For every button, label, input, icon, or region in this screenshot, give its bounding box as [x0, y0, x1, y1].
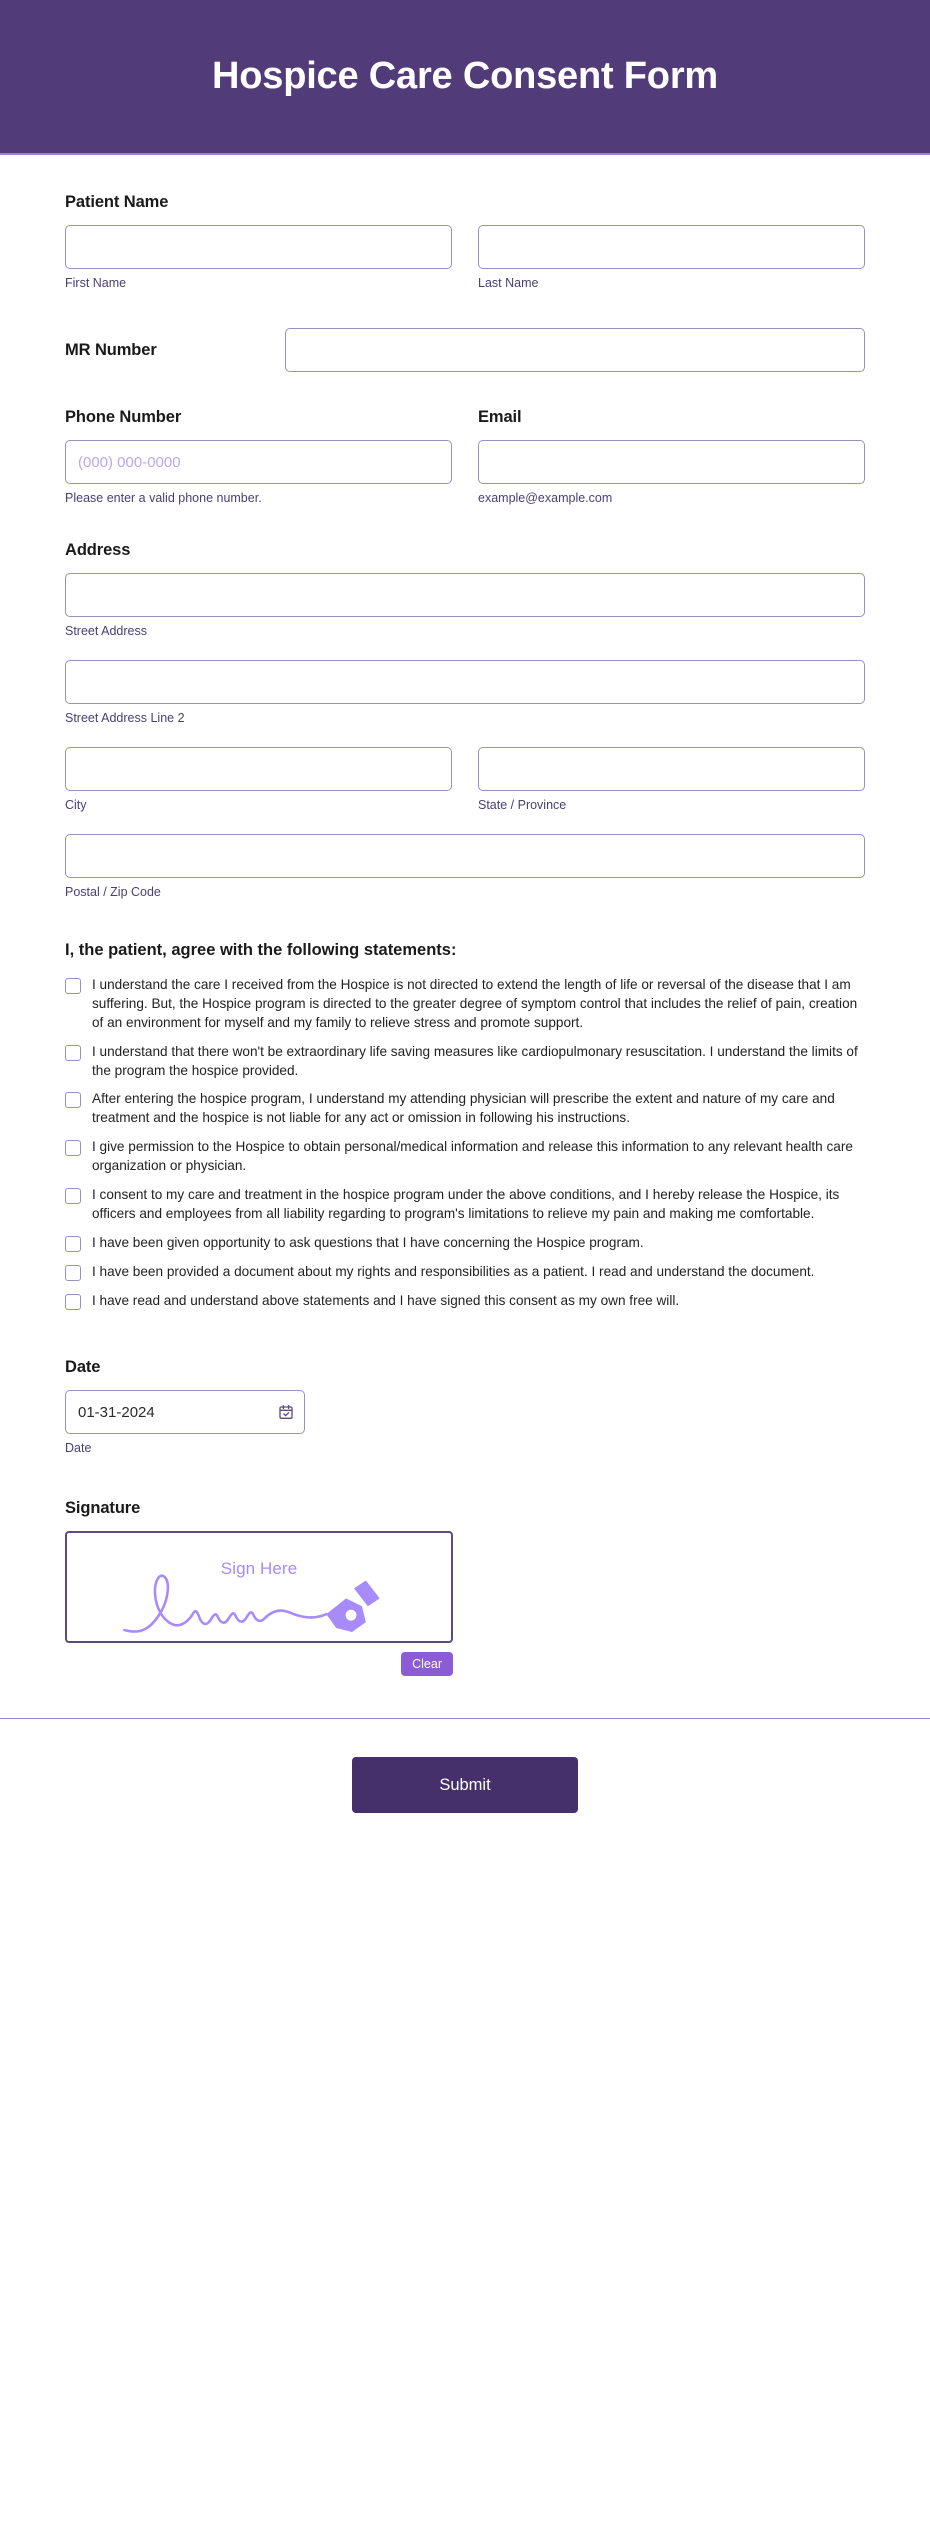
statement-item[interactable] [65, 1043, 865, 1081]
email-label: Email [478, 408, 522, 426]
statement-text-5: I consent to my care and treatment in the hospice program under the above conditions, and I hereby release the Hospice, its officers and employees from all liability regarding to program's limitations to relieve my pain and making me comfortable. [92, 1187, 840, 1221]
city-input[interactable] [65, 747, 452, 791]
state-sublabel: State / Province [478, 798, 567, 812]
statement-checkbox-3[interactable] [65, 1092, 81, 1108]
first-name-group [65, 225, 452, 290]
form-header [0, 0, 930, 155]
statement-checkbox-7[interactable] [65, 1265, 81, 1281]
statement-text-8: I have read and understand above statements and I have signed this consent as my own free will. [92, 1292, 680, 1308]
clear-signature-button[interactable]: Clear [401, 1652, 453, 1676]
mr-number-label: MR Number [65, 340, 157, 359]
statement-item[interactable] [65, 1138, 865, 1176]
statement-text-4: I give permission to the Hospice to obtain personal/medical information and release this information to any relevant health care organization or physician. [92, 1139, 853, 1174]
first-name-sublabel: First Name [65, 276, 127, 290]
date-input-wrapper [65, 1390, 305, 1434]
date-label: Date [65, 1358, 101, 1377]
statements-heading: I, the patient, agree with the following statements: [65, 941, 457, 959]
last-name-input[interactable] [478, 225, 865, 269]
last-name-group [478, 225, 865, 290]
signature-placeholder-graphic [67, 1533, 451, 1643]
field-patient-name [65, 193, 865, 290]
form-footer [0, 1719, 930, 1871]
statement-text-7: I have been provided a document about my rights and responsibilities as a patient. I read and understand the document. [92, 1263, 815, 1279]
state-group [478, 747, 865, 812]
date-sublabel: Date [65, 1441, 92, 1456]
patient-name-label: Patient Name [65, 193, 169, 211]
last-name-sublabel: Last Name [478, 276, 539, 290]
phone-input[interactable] [65, 440, 452, 484]
field-signature [65, 1499, 865, 1676]
field-date [65, 1358, 865, 1455]
submit-button[interactable]: Submit [352, 1757, 578, 1813]
street-address-sublabel: Street Address [65, 624, 147, 638]
date-input[interactable] [65, 1390, 305, 1434]
email-group [478, 408, 865, 505]
field-phone-email [65, 408, 865, 505]
statement-item[interactable] [65, 1186, 865, 1224]
form-body [0, 155, 930, 1676]
statement-text-3: After entering the hospice program, I understand my attending physician will prescribe the extent and nature of my care and treatment and the hospice is not liable for any act or omission in following his instructions. [92, 1091, 835, 1126]
statement-checkbox-8[interactable] [65, 1294, 81, 1310]
city-sublabel: City [65, 798, 87, 812]
street-address-group [65, 573, 865, 638]
signature-clear-row [65, 1652, 453, 1676]
email-sublabel: example@example.com [478, 491, 613, 505]
statement-checkbox-2[interactable] [65, 1045, 81, 1061]
mr-number-input[interactable] [285, 328, 865, 372]
statement-checkbox-6[interactable] [65, 1236, 81, 1252]
sign-here-hint: Sign Here [220, 1559, 298, 1579]
street-address-input[interactable] [65, 573, 865, 617]
signature-label: Signature [65, 1499, 141, 1518]
phone-group [65, 408, 452, 505]
postal-code-sublabel: Postal / Zip Code [65, 885, 161, 899]
statement-item[interactable] [65, 1090, 865, 1128]
statement-item[interactable] [65, 1234, 865, 1253]
phone-sublabel: Please enter a valid phone number. [65, 491, 262, 505]
street-address-2-input[interactable] [65, 660, 865, 704]
street-address-2-group [65, 660, 865, 725]
pen-nib-icon [326, 1581, 379, 1632]
statement-checkbox-1[interactable] [65, 978, 81, 994]
field-mr-number [65, 328, 865, 372]
state-input[interactable] [478, 747, 865, 791]
signature-pad[interactable] [65, 1531, 453, 1643]
statement-text-1: I understand the care I received from the Hospice is not directed to extend the length of life or reversal of the disease that I am suffering. But, the Hospice program is directed to the greater degree of symptom control that includes the relief of pain, creation of an environment for myself and my family to relieve stress and promote support. [92, 977, 858, 1030]
address-label: Address [65, 541, 131, 559]
first-name-input[interactable] [65, 225, 452, 269]
statement-item[interactable] [65, 976, 865, 1033]
statement-item[interactable] [65, 1263, 865, 1282]
statement-checkbox-4[interactable] [65, 1140, 81, 1156]
email-input[interactable] [478, 440, 865, 484]
city-group [65, 747, 452, 812]
street-address-2-sublabel: Street Address Line 2 [65, 711, 185, 725]
statement-text-2: I understand that there won't be extraordinary life saving measures like cardiopulmonary resuscitation. I understand the limits of the program the hospice provided. [92, 1043, 858, 1078]
page-title: Hospice Care Consent Form [212, 55, 718, 97]
postal-group [65, 834, 865, 899]
statements-section [65, 941, 865, 1310]
postal-code-input[interactable] [65, 834, 865, 878]
phone-label: Phone Number [65, 408, 182, 426]
statement-text-6: I have been given opportunity to ask questions that I have concerning the Hospice program. [92, 1234, 644, 1250]
statement-item[interactable] [65, 1292, 865, 1311]
field-address [65, 541, 865, 899]
statement-checkbox-5[interactable] [65, 1188, 81, 1204]
